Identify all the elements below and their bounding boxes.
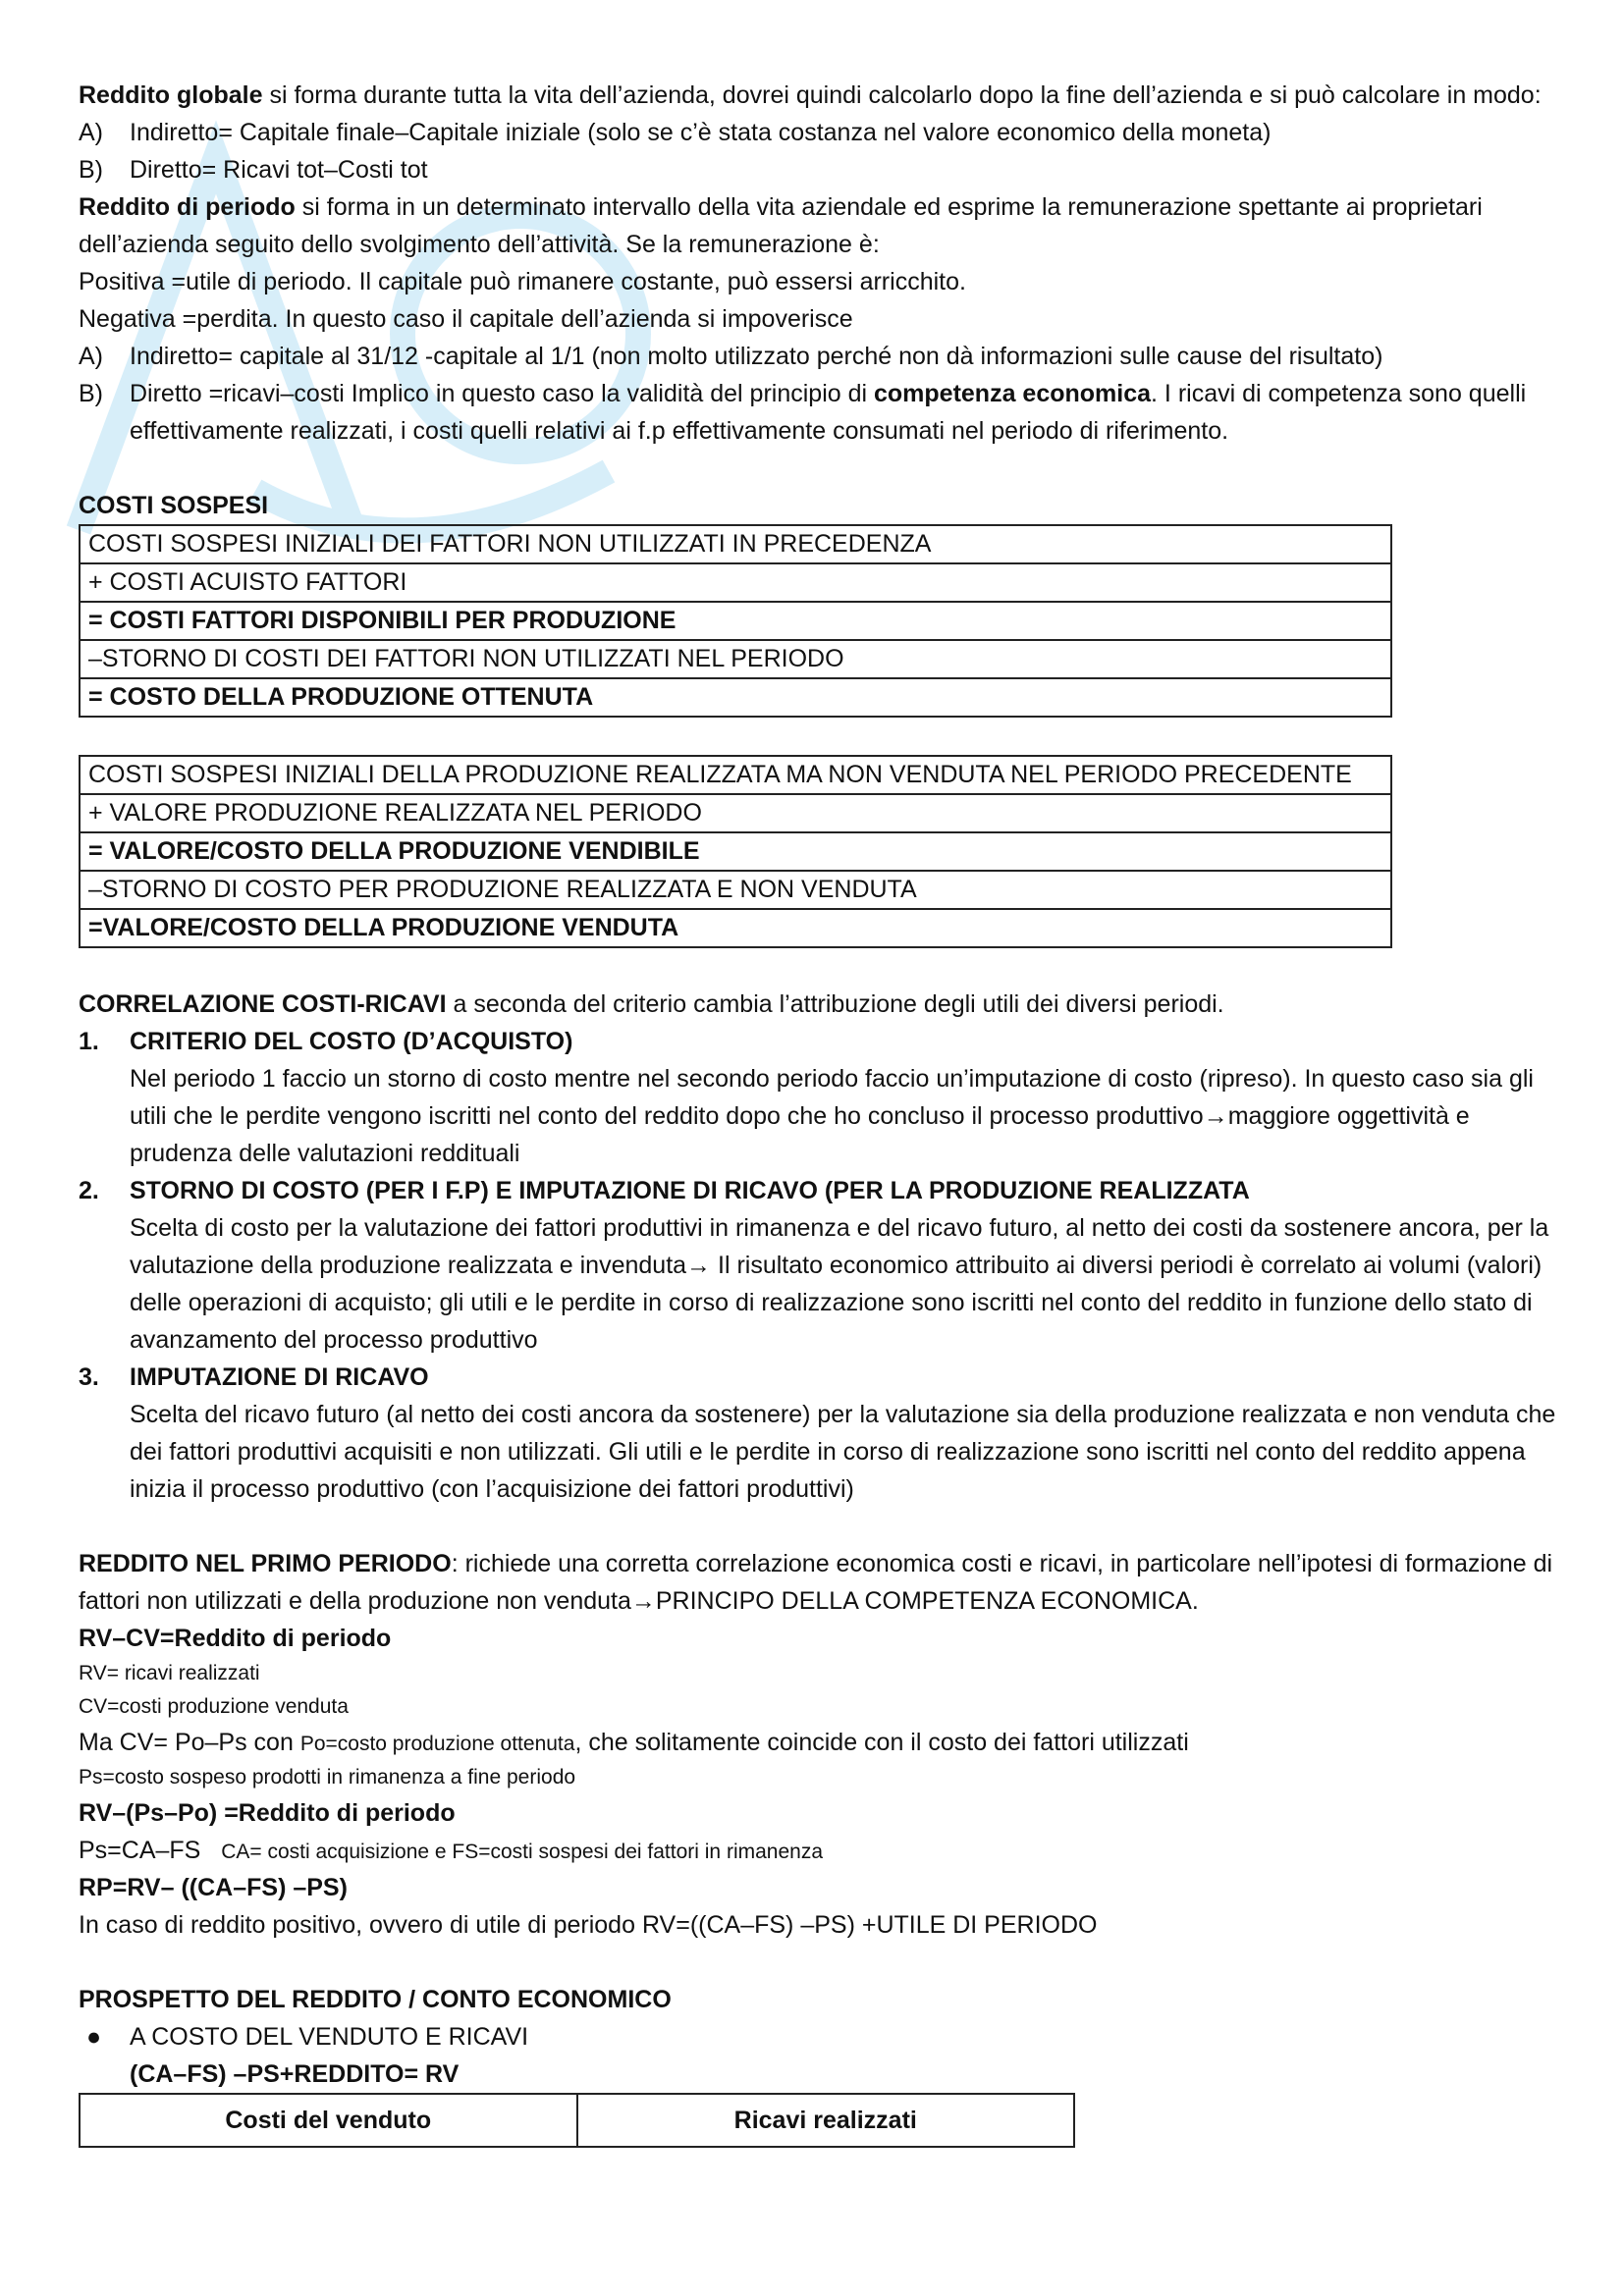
table-header-costi: Costi del venduto — [80, 2094, 577, 2147]
table-row: + VALORE PRODUZIONE REALIZZATA NEL PERIODO — [80, 794, 1391, 832]
table-row: + COSTI ACUISTO FATTORI — [80, 563, 1391, 602]
formula-prospetto: (CA–FS) –PS+REDDITO= RV — [130, 2060, 460, 2088]
paragraph-reddito-globale: Reddito globale si forma durante tutta la vita dell’azienda, dovrei quindi calcolarlo dopo la fine dell’azienda e si può calcolare in modo: — [79, 81, 1542, 109]
list-item-criterio-2: 2. STORNO DI COSTO (PER I F.P) E IMPUTAZIONE DI RICAVO (PER LA PRODUZIONE REALIZZATA Scelta di costo per la valutazione dei fattori produttivi in rimanenza e del ricavo futuro, al netto dei costi da sostenere ancora, per la valutazione della produzione realizzata e invenduta→ Il risultato economico attribuito ai diversi periodi è correlato ai volumi (valori) delle operazioni di acquisto; gli utili e le perdite in corso di realizzazione sono iscritti nel conto del reddito in funzione dello stato di avanzamento del processo produttivo — [79, 1177, 1549, 1354]
list-item-criterio-3: 3. IMPUTAZIONE DI RICAVO Scelta del ricavo futuro (al netto dei costi ancora da sostenere) per la valutazione sia della produzione realizzata e non venduta che dei fattori produttivi acquisiti e non utilizzati. Gli utili e le perdite in corso di realizzazione sono iscritti nel conto del reddito appena inizia il processo produttivo (con l’acquisizione dei fattori produttivi) — [79, 1363, 1556, 1503]
text-positiva: Positiva =utile di periodo. Il capitale può rimanere costante, può essersi arricchito. — [79, 268, 966, 295]
paragraph-reddito-periodo: Reddito di periodo si forma in un determinato intervallo della vita aziendale ed esprime la remunerazione spettante ai proprietari dell’azienda seguito dello svolgimento dell’attività. Se la remunerazione è: — [79, 193, 1483, 258]
table-row: COSTI SOSPESI INIZIALI DEI FATTORI NON UTILIZZATI IN PRECEDENZA — [80, 525, 1391, 563]
table-conto-economico — [79, 2093, 1075, 2148]
table-header-ricavi: Ricavi realizzati — [577, 2094, 1075, 2147]
formula-rv-ps-po: RV–(Ps–Po) =Reddito di periodo — [79, 1799, 456, 1827]
paragraph-correlazione: CORRELAZIONE COSTI-RICAVI a seconda del criterio cambia l’attribuzione degli utili dei diversi periodi. — [79, 990, 1224, 1018]
list-item-diretto: B) Diretto= Ricavi tot–Costi tot — [79, 156, 428, 184]
formula-rp: RP=RV– ((CA–FS) –PS) — [79, 1874, 348, 1901]
table-costi-produzione — [79, 755, 1392, 948]
bullet-icon: ● — [86, 2023, 102, 2051]
text-negativa: Negativa =perdita. In questo caso il capitale dell’azienda si impoverisce — [79, 305, 853, 333]
def-rv: RV= ricavi realizzati — [79, 1662, 260, 1684]
table-row: =VALORE/COSTO DELLA PRODUZIONE VENDUTA — [80, 909, 1391, 947]
list-item-indiretto-periodo: A) Indiretto= capitale al 31/12 -capitale al 1/1 (non molto utilizzato perché non dà informazioni sulle cause del risultato) — [79, 343, 1383, 370]
formula-reddito-periodo: RV–CV=Reddito di periodo — [79, 1625, 392, 1652]
table-row: –STORNO DI COSTI DEI FATTORI NON UTILIZZATI NEL PERIODO — [80, 640, 1391, 678]
table-row: = COSTO DELLA PRODUZIONE OTTENUTA — [80, 678, 1391, 717]
list-item-criterio-1: 1. CRITERIO DEL COSTO (D’ACQUISTO) Nel periodo 1 faccio un storno di costo mentre nel secondo periodo faccio un’imputazione di costo (ripreso). In questo caso sia gli utili che le perdite vengono iscritti nel conto del reddito dopo che ho concluso il processo produttivo→maggiore oggettività e prudenza delle valutazioni reddituali — [79, 1028, 1534, 1167]
text-reddito-positivo: In caso di reddito positivo, ovvero di utile di periodo RV=((CA–FS) –PS) +UTILE DI PERIODO — [79, 1911, 1098, 1939]
document-page — [79, 77, 1571, 2148]
table-row: = COSTI FATTORI DISPONIBILI PER PRODUZIONE — [80, 602, 1391, 640]
table-row: COSTI SOSPESI INIZIALI DELLA PRODUZIONE REALIZZATA MA NON VENDUTA NEL PERIODO PRECEDENTE — [80, 756, 1391, 794]
list-item-costo-venduto: ● A COSTO DEL VENDUTO E RICAVI (CA–FS) –PS+REDDITO= RV Costi del venduto Ricavi realizzati — [79, 2018, 1571, 2148]
heading-prospetto: PROSPETTO DEL REDDITO / CONTO ECONOMICO — [79, 1986, 672, 2013]
table-row: = VALORE/COSTO DELLA PRODUZIONE VENDIBILE — [80, 832, 1391, 871]
list-item-indiretto: A) Indiretto= Capitale finale–Capitale iniziale (solo se c’è stata costanza nel valore economico della moneta) — [79, 119, 1272, 146]
heading-costi-sospesi: COSTI SOSPESI — [79, 492, 269, 519]
text-ma-cv: Ma CV= Po–Ps con Po=costo produzione ottenuta, che solitamente coincide con il costo dei fattori utilizzati — [79, 1729, 1189, 1756]
text-ps-ca-fs: Ps=CA–FS CA= costi acquisizione e FS=costi sospesi dei fattori in rimanenza — [79, 1837, 823, 1864]
list-item-diretto-periodo: B) Diretto =ricavi–costi Implico in questo caso la validità del principio di competenza economica. I ricavi di competenza sono quelli effettivamente realizzati, i costi quelli relativi ai f.p effettivamente consumati nel periodo di riferimento. — [79, 380, 1527, 445]
table-row: –STORNO DI COSTO PER PRODUZIONE REALIZZATA E NON VENDUTA — [80, 871, 1391, 909]
table-costi-fattori — [79, 524, 1392, 718]
paragraph-primo-periodo: REDDITO NEL PRIMO PERIODO: richiede una corretta correlazione economica costi e ricavi, in particolare nell’ipotesi di formazione di fattori non utilizzati e della produzione non venduta→PRINCIPO DELLA COMPETENZA ECONOMICA. — [79, 1550, 1553, 1615]
def-cv: CV=costi produzione venduta — [79, 1695, 349, 1718]
def-ps: Ps=costo sospeso prodotti in rimanenza a fine periodo — [79, 1766, 576, 1789]
